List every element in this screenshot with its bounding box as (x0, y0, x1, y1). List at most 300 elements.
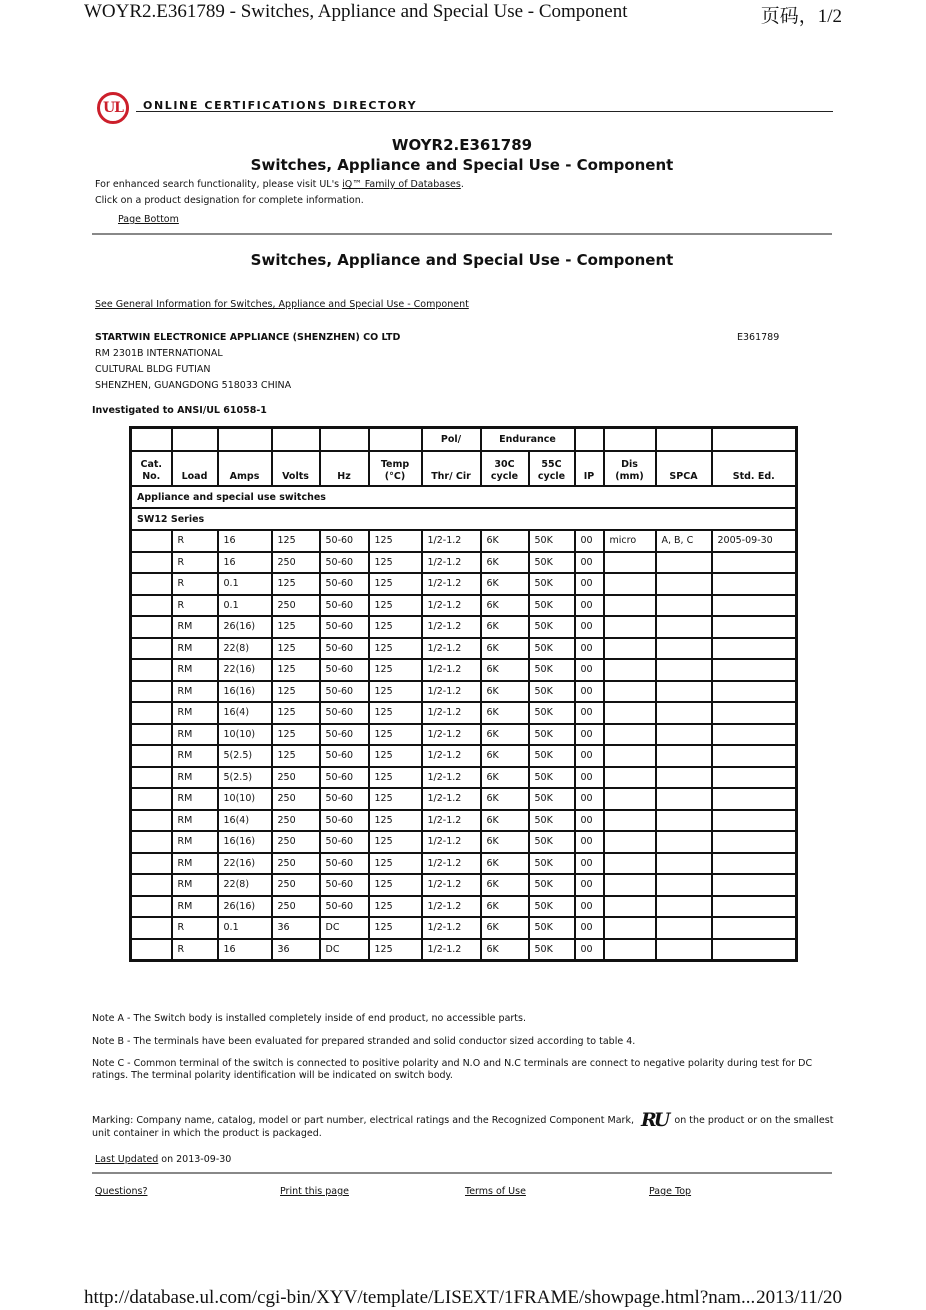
table-column-header: Amps (218, 451, 272, 486)
table-cell: 1/2-1.2 (422, 874, 481, 896)
table-cell: 0.1 (218, 595, 272, 617)
table-cell: R (172, 530, 218, 552)
table-cell: 125 (369, 702, 422, 724)
table-cell (656, 552, 712, 574)
table-row (131, 939, 797, 961)
table-column-header: SPCA (656, 451, 712, 486)
table-cell: 50K (529, 767, 575, 789)
table-cell: RM (172, 853, 218, 875)
table-cell (712, 788, 797, 810)
table-cell: 125 (369, 810, 422, 832)
table-cell: 00 (575, 638, 604, 660)
table-cell (131, 810, 172, 832)
table-cell: RM (172, 810, 218, 832)
table-cell: 125 (272, 702, 320, 724)
search-hint (95, 179, 464, 190)
endurance-group-header: Endurance (481, 428, 575, 452)
table-cell: 125 (272, 530, 320, 552)
table-cell: 2005-09-30 (712, 530, 797, 552)
table-cell: 125 (369, 831, 422, 853)
table-row (131, 831, 797, 853)
marking-pre: Marking: Company name, catalog, model or part number, electrical ratings and the Recognized Component Mark, (92, 1115, 638, 1126)
company-address-line: SHENZHEN, GUANGDONG 518033 CHINA (95, 380, 292, 391)
table-cell (604, 767, 656, 789)
table-cell (131, 616, 172, 638)
table-cell: 250 (272, 767, 320, 789)
table-cell: RM (172, 638, 218, 660)
table-cell: 00 (575, 595, 604, 617)
questions-link[interactable]: Questions? (95, 1186, 148, 1197)
table-cell: 50K (529, 595, 575, 617)
table-column-header: 30C cycle (481, 451, 529, 486)
table-group-header (604, 428, 656, 452)
table-cell: 50K (529, 939, 575, 961)
company-address-line: CULTURAL BLDG FUTIAN (95, 364, 211, 375)
table-cell: 6K (481, 874, 529, 896)
table-cell: 16 (218, 552, 272, 574)
table-cell: 22(8) (218, 638, 272, 660)
print-header-title: WOYR2.E361789 - Switches, Appliance and Special Use - Component (84, 1, 628, 22)
table-cell: 6K (481, 831, 529, 853)
table-cell: 50K (529, 638, 575, 660)
table-cell (712, 831, 797, 853)
table-cell: 50K (529, 810, 575, 832)
table-cell: 0.1 (218, 573, 272, 595)
table-cell (604, 745, 656, 767)
table-cell: 125 (369, 767, 422, 789)
table-row (131, 702, 797, 724)
note-a: Note A - The Switch body is installed completely inside of end product, no accessible parts. (92, 1013, 527, 1024)
table-cell: 1/2-1.2 (422, 788, 481, 810)
table-cell: 50-60 (320, 638, 369, 660)
table-group-header (656, 428, 712, 452)
table-cell: 22(16) (218, 659, 272, 681)
table-cell (656, 767, 712, 789)
table-group-header (369, 428, 422, 452)
table-cell: 1/2-1.2 (422, 595, 481, 617)
table-cell: 50K (529, 702, 575, 724)
table-cell: RM (172, 874, 218, 896)
table-cell: 6K (481, 681, 529, 703)
table-cell: 250 (272, 552, 320, 574)
table-cell (712, 659, 797, 681)
table-cell: 26(16) (218, 616, 272, 638)
table-cell: 1/2-1.2 (422, 831, 481, 853)
table-cell: 22(8) (218, 874, 272, 896)
table-cell: RM (172, 702, 218, 724)
company-address-line: RM 2301B INTERNATIONAL (95, 348, 223, 359)
table-cell (131, 638, 172, 660)
table-cell (604, 681, 656, 703)
table-cell: 1/2-1.2 (422, 917, 481, 939)
table-cell: 6K (481, 917, 529, 939)
table-cell: 50-60 (320, 530, 369, 552)
table-cell (604, 939, 656, 961)
table-cell: 6K (481, 530, 529, 552)
table-column-header: Dis (mm) (604, 451, 656, 486)
table-row (131, 573, 797, 595)
table-cell: 00 (575, 896, 604, 918)
table-row (131, 659, 797, 681)
table-row (131, 681, 797, 703)
table-cell: 125 (272, 745, 320, 767)
page-bottom-link[interactable]: Page Bottom (118, 214, 179, 225)
table-cell: 125 (272, 573, 320, 595)
ratings-table (129, 426, 798, 962)
table-cell (604, 810, 656, 832)
table-column-header: Thr/ Cir (422, 451, 481, 486)
table-cell: micro (604, 530, 656, 552)
table-cell: 6K (481, 939, 529, 961)
last-updated-link[interactable]: Last Updated (95, 1154, 159, 1165)
table-cell: 16(4) (218, 810, 272, 832)
table-cell: 00 (575, 810, 604, 832)
table-cell: 36 (272, 917, 320, 939)
table-row (131, 767, 797, 789)
table-cell (604, 896, 656, 918)
table-row (131, 552, 797, 574)
table-cell: 250 (272, 874, 320, 896)
table-cell (656, 917, 712, 939)
table-row (131, 896, 797, 918)
table-cell: 00 (575, 552, 604, 574)
table-cell (712, 638, 797, 660)
table-row (131, 810, 797, 832)
table-cell: 1/2-1.2 (422, 681, 481, 703)
table-column-header: Cat. No. (131, 451, 172, 486)
table-cell: 50-60 (320, 573, 369, 595)
table-cell: 125 (369, 939, 422, 961)
table-cell: 50-60 (320, 874, 369, 896)
table-cell: 50-60 (320, 896, 369, 918)
table-cell: 125 (369, 595, 422, 617)
table-cell: 50-60 (320, 595, 369, 617)
table-cell: 50-60 (320, 616, 369, 638)
table-cell: R (172, 917, 218, 939)
table-cell (656, 702, 712, 724)
table-group-header (575, 428, 604, 452)
table-cell: 50-60 (320, 810, 369, 832)
table-cell: 00 (575, 659, 604, 681)
table-column-header: Hz (320, 451, 369, 486)
table-cell: 50K (529, 724, 575, 746)
table-cell: 1/2-1.2 (422, 530, 481, 552)
category-cell: Appliance and special use switches (131, 486, 797, 508)
table-cell: 6K (481, 745, 529, 767)
table-row (131, 595, 797, 617)
table-cell: 1/2-1.2 (422, 616, 481, 638)
table-cell: 50-60 (320, 745, 369, 767)
table-column-header: Volts (272, 451, 320, 486)
table-cell: 22(16) (218, 853, 272, 875)
table-cell: 50-60 (320, 724, 369, 746)
table-cell (131, 874, 172, 896)
table-cell (712, 724, 797, 746)
table-cell: 00 (575, 767, 604, 789)
table-cell: 6K (481, 767, 529, 789)
table-cell: 125 (369, 853, 422, 875)
table-cell: 00 (575, 745, 604, 767)
table-cell (604, 616, 656, 638)
table-cell: 1/2-1.2 (422, 724, 481, 746)
table-cell: 6K (481, 616, 529, 638)
table-cell: 250 (272, 853, 320, 875)
table-cell (604, 788, 656, 810)
table-cell: R (172, 595, 218, 617)
table-cell: 6K (481, 896, 529, 918)
table-cell: 1/2-1.2 (422, 767, 481, 789)
table-cell: R (172, 939, 218, 961)
table-cell (131, 573, 172, 595)
table-cell: RM (172, 896, 218, 918)
table-cell (656, 939, 712, 961)
table-cell: 1/2-1.2 (422, 573, 481, 595)
table-cell: 1/2-1.2 (422, 659, 481, 681)
table-cell (656, 659, 712, 681)
table-cell: 125 (369, 552, 422, 574)
table-cell: 16 (218, 530, 272, 552)
table-cell: 36 (272, 939, 320, 961)
table-cell: 1/2-1.2 (422, 552, 481, 574)
page-code: WOYR2.E361789 (391, 136, 533, 154)
table-column-header-row (131, 451, 797, 486)
table-cell (604, 552, 656, 574)
file-number: E361789 (737, 332, 780, 343)
table-cell (712, 552, 797, 574)
category-row (131, 486, 797, 508)
last-updated-date: on 2013-09-30 (158, 1154, 232, 1165)
page-title: Switches, Appliance and Special Use - Component (250, 156, 674, 174)
table-cell: 00 (575, 831, 604, 853)
table-cell (712, 874, 797, 896)
investigated-standard: Investigated to ANSI/UL 61058-1 (92, 405, 267, 416)
company-name: STARTWIN ELECTRONICE APPLIANCE (SHENZHEN) CO LTD (95, 332, 401, 343)
divider (92, 1172, 832, 1174)
table-cell (712, 616, 797, 638)
table-group-header (172, 428, 218, 452)
table-column-header: Temp (°C) (369, 451, 422, 486)
terms-link[interactable]: Terms of Use (465, 1186, 526, 1197)
last-updated (95, 1154, 231, 1165)
marking-text (92, 1109, 834, 1140)
table-cell: 50-60 (320, 831, 369, 853)
table-cell (604, 917, 656, 939)
table-column-header: Std. Ed. (712, 451, 797, 486)
table-cell: 6K (481, 659, 529, 681)
table-cell: 6K (481, 638, 529, 660)
table-cell: A, B, C (656, 530, 712, 552)
click-hint: Click on a product designation for complete information. (95, 195, 364, 206)
table-cell (656, 831, 712, 853)
table-cell: 00 (575, 874, 604, 896)
table-cell (656, 896, 712, 918)
table-cell: 00 (575, 724, 604, 746)
table-cell (604, 874, 656, 896)
table-cell: 125 (369, 788, 422, 810)
iq-databases-link[interactable]: iQ™ Family of Databases (342, 179, 461, 190)
page-top-link[interactable]: Page Top (649, 1186, 692, 1197)
table-cell: RM (172, 767, 218, 789)
table-cell (712, 939, 797, 961)
table-cell: RM (172, 659, 218, 681)
table-cell (131, 530, 172, 552)
table-cell: 125 (272, 659, 320, 681)
directory-title: ONLINE CERTIFICATIONS DIRECTORY (143, 99, 418, 112)
table-cell: 250 (272, 896, 320, 918)
table-cell: 50-60 (320, 552, 369, 574)
table-cell: 250 (272, 831, 320, 853)
table-cell: 50K (529, 616, 575, 638)
table-cell: 125 (369, 681, 422, 703)
table-cell: 10(10) (218, 724, 272, 746)
table-cell: 125 (369, 638, 422, 660)
table-cell (604, 724, 656, 746)
table-cell (131, 659, 172, 681)
print-footer-date: 2013/11/20 (756, 1287, 842, 1308)
table-cell: 125 (369, 745, 422, 767)
table-cell: 00 (575, 917, 604, 939)
table-cell: 6K (481, 853, 529, 875)
table-group-header (272, 428, 320, 452)
ul-logo[interactable]: UL (97, 92, 129, 124)
table-cell: 1/2-1.2 (422, 810, 481, 832)
table-cell: R (172, 552, 218, 574)
table-row (131, 745, 797, 767)
table-row (131, 853, 797, 875)
table-cell (131, 681, 172, 703)
table-cell (131, 552, 172, 574)
table-cell: 26(16) (218, 896, 272, 918)
general-info-link[interactable]: See General Information for Switches, Appliance and Special Use - Component (95, 299, 469, 310)
table-group-header (712, 428, 797, 452)
table-cell: 250 (272, 810, 320, 832)
table-cell: 125 (369, 573, 422, 595)
table-cell: 10(10) (218, 788, 272, 810)
table-cell (656, 745, 712, 767)
table-cell: 50-60 (320, 853, 369, 875)
table-cell (656, 874, 712, 896)
table-cell: 50-60 (320, 681, 369, 703)
table-cell: 1/2-1.2 (422, 638, 481, 660)
series-row (131, 508, 797, 530)
table-cell: 00 (575, 530, 604, 552)
table-cell: 125 (369, 724, 422, 746)
table-cell: RM (172, 831, 218, 853)
table-cell: 50K (529, 896, 575, 918)
table-cell: 16(16) (218, 831, 272, 853)
table-cell: 6K (481, 810, 529, 832)
table-row (131, 788, 797, 810)
table-cell: 50K (529, 681, 575, 703)
table-cell (656, 853, 712, 875)
table-cell (712, 853, 797, 875)
table-cell: 125 (272, 681, 320, 703)
table-cell: 1/2-1.2 (422, 939, 481, 961)
table-cell (604, 595, 656, 617)
table-cell: 00 (575, 702, 604, 724)
table-cell: 1/2-1.2 (422, 745, 481, 767)
table-cell: 50K (529, 917, 575, 939)
table-cell: RM (172, 724, 218, 746)
table-cell: 50K (529, 573, 575, 595)
table-cell: 1/2-1.2 (422, 896, 481, 918)
table-cell (656, 573, 712, 595)
table-cell: 50K (529, 745, 575, 767)
search-hint-post: . (460, 179, 464, 190)
table-cell (131, 745, 172, 767)
table-cell: 00 (575, 616, 604, 638)
table-cell (712, 702, 797, 724)
table-row (131, 874, 797, 896)
table-cell: RM (172, 681, 218, 703)
table-cell: 00 (575, 939, 604, 961)
table-cell (656, 810, 712, 832)
table-cell (656, 638, 712, 660)
table-cell: R (172, 573, 218, 595)
table-group-header-row (131, 428, 797, 452)
section-title: Switches, Appliance and Special Use - Component (250, 251, 674, 269)
table-cell: 50K (529, 831, 575, 853)
table-cell (712, 917, 797, 939)
table-column-header: 55C cycle (529, 451, 575, 486)
table-cell: 6K (481, 595, 529, 617)
table-cell (131, 724, 172, 746)
table-cell: 16(16) (218, 681, 272, 703)
table-cell: 50-60 (320, 659, 369, 681)
table-cell (712, 896, 797, 918)
table-column-header: IP (575, 451, 604, 486)
table-cell: 125 (369, 530, 422, 552)
table-cell: 6K (481, 788, 529, 810)
table-cell (712, 745, 797, 767)
table-cell (604, 853, 656, 875)
table-cell: 6K (481, 573, 529, 595)
table-cell: DC (320, 917, 369, 939)
table-cell (712, 573, 797, 595)
table-cell: 50K (529, 853, 575, 875)
table-cell (131, 939, 172, 961)
table-cell (656, 788, 712, 810)
table-cell (656, 724, 712, 746)
table-cell (131, 702, 172, 724)
table-cell: 00 (575, 573, 604, 595)
table-cell: 00 (575, 681, 604, 703)
table-cell: 125 (369, 896, 422, 918)
table-cell (131, 896, 172, 918)
table-cell: 5(2.5) (218, 767, 272, 789)
table-group-header (218, 428, 272, 452)
table-cell: 0.1 (218, 917, 272, 939)
table-cell: 00 (575, 853, 604, 875)
print-page-link[interactable]: Print this page (280, 1186, 349, 1197)
table-cell: 6K (481, 724, 529, 746)
table-cell: 5(2.5) (218, 745, 272, 767)
table-cell: 1/2-1.2 (422, 702, 481, 724)
table-row (131, 638, 797, 660)
table-cell (656, 681, 712, 703)
table-cell (656, 616, 712, 638)
table-cell (712, 681, 797, 703)
table-row (131, 530, 797, 552)
table-group-header (131, 428, 172, 452)
table-cell (131, 853, 172, 875)
header-rule (136, 111, 833, 112)
table-cell: 125 (272, 616, 320, 638)
table-cell: RM (172, 745, 218, 767)
table-cell (604, 702, 656, 724)
table-cell: 50K (529, 874, 575, 896)
table-cell (712, 810, 797, 832)
